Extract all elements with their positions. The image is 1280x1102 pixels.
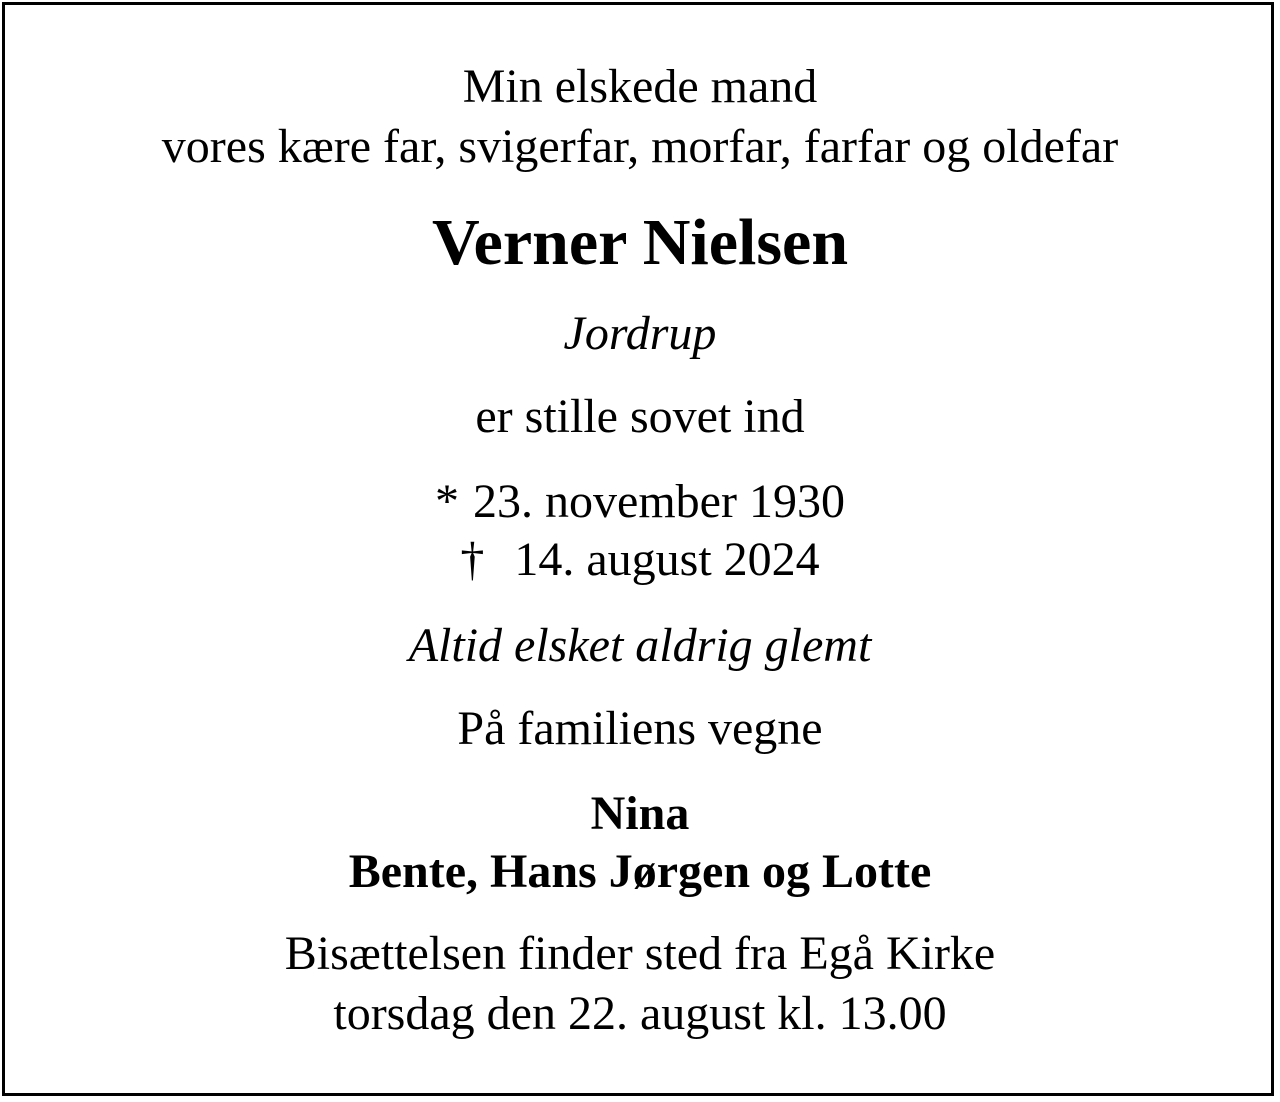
death-date-line: [0, 533, 1280, 586]
death-cross-mark: †: [460, 533, 485, 586]
motto: Altid elsket aldrig glemt: [408, 619, 872, 672]
birth-date-line: [0, 475, 1280, 528]
intro-line-1: Min elskede mand: [462, 60, 818, 113]
family-line-1: Nina: [590, 787, 690, 840]
funeral-line-2: torsdag den 22. august kl. 13.00: [333, 987, 947, 1040]
deceased-place: Jordrup: [563, 307, 717, 360]
birth-date: 23. november 1930: [473, 475, 845, 528]
intro-line-2: vores kære far, svigerfar, morfar, farfar og oldefar: [161, 120, 1119, 173]
birth-star-mark: *: [435, 475, 460, 528]
death-date: 14. august 2024: [514, 533, 820, 586]
dates: [0, 475, 1280, 586]
deceased-name: Verner Nielsen: [431, 206, 849, 279]
funeral-line-1: Bisættelsen finder sted fra Egå Kirke: [284, 927, 996, 980]
announcement: er stille sovet ind: [475, 390, 805, 443]
on-behalf: På familiens vegne: [457, 702, 823, 755]
family-line-2: Bente, Hans Jørgen og Lotte: [348, 845, 932, 898]
